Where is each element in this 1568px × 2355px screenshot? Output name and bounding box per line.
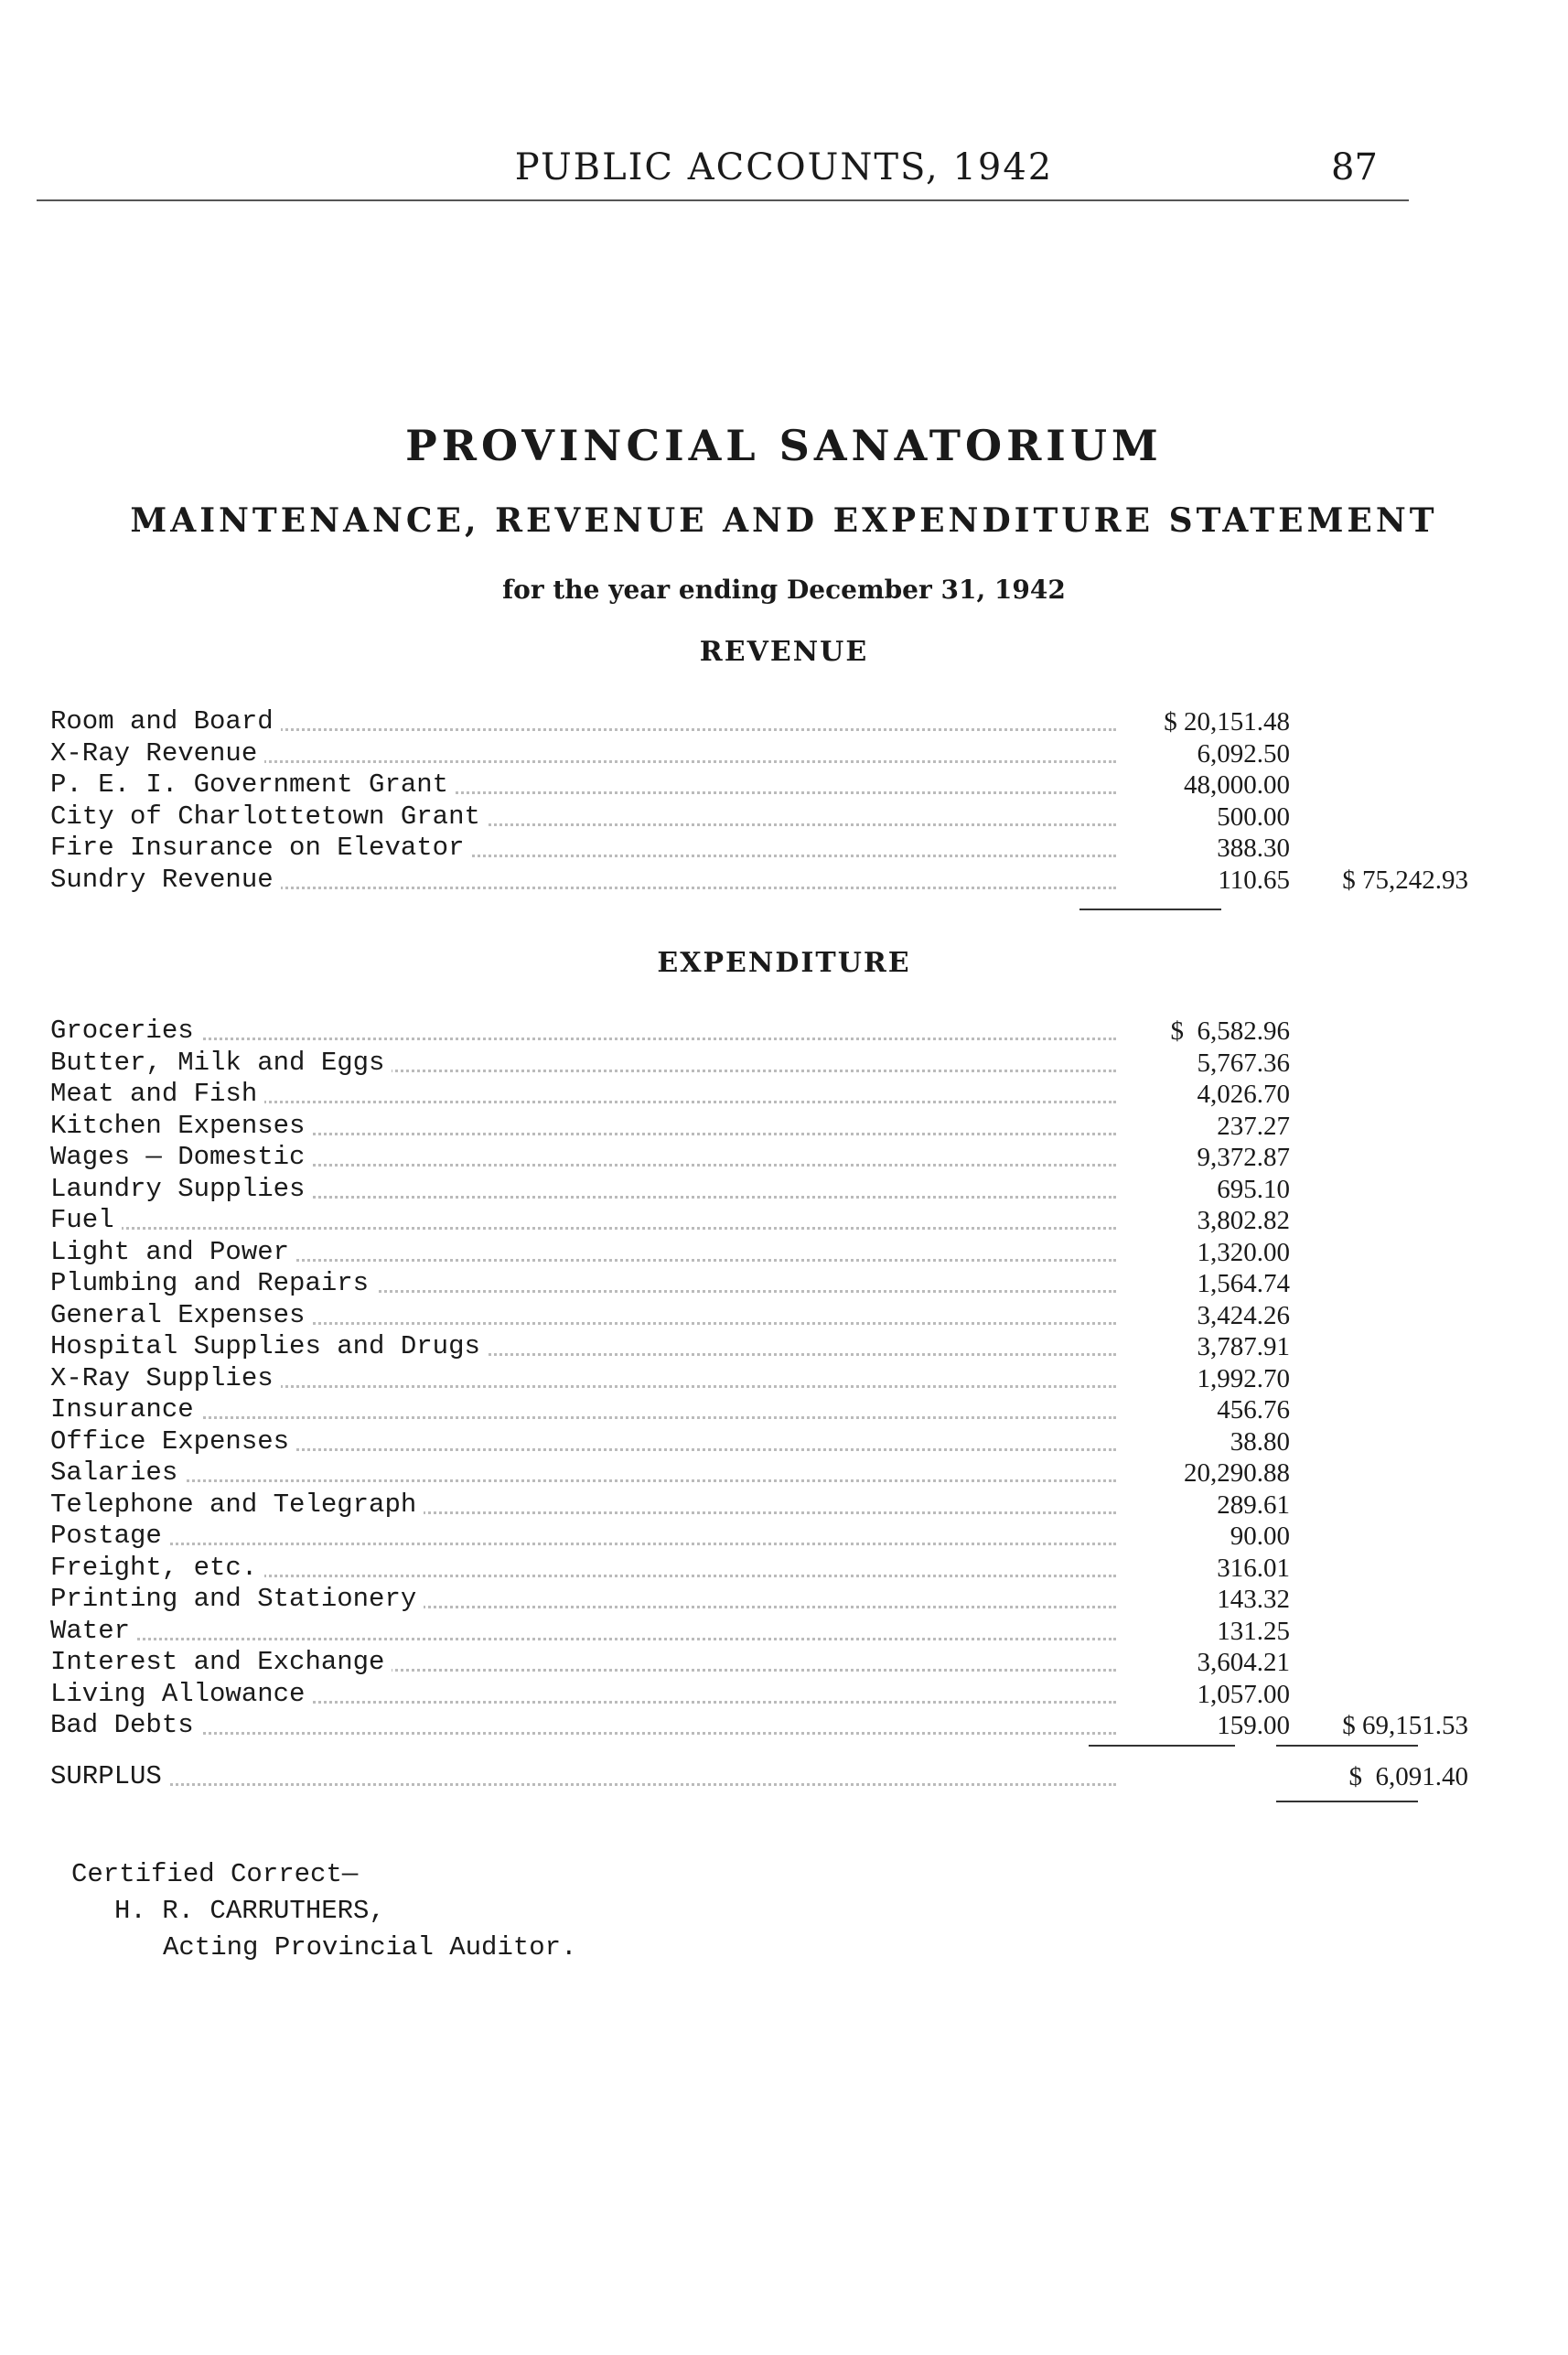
revenue-item-amount: 388.30	[1217, 833, 1290, 863]
expenditure-item-label: Butter, Milk and Eggs	[50, 1048, 392, 1080]
revenue-item-label: P. E. I. Government Grant	[50, 769, 456, 801]
revenue-item-amount: 48,000.00	[1184, 770, 1290, 800]
expenditure-row	[50, 1362, 1290, 1395]
revenue-row	[50, 737, 1290, 770]
expenditure-row	[50, 1268, 1290, 1300]
expenditure-row	[50, 1425, 1290, 1458]
revenue-item-amount: 500.00	[1217, 801, 1290, 832]
expenditure-item-amount: 1,564.74	[1197, 1269, 1290, 1298]
expenditure-item-label: Plumbing and Repairs	[50, 1268, 376, 1300]
expenditure-item-amount: 3,424.26	[1197, 1300, 1290, 1330]
expenditure-item-label: General Expenses	[50, 1300, 312, 1332]
revenue-item-label: Sundry Revenue	[50, 865, 281, 897]
expenditure-item-amount: 237.27	[1217, 1111, 1290, 1141]
expenditure-item-amount: 289.61	[1217, 1489, 1290, 1520]
expenditure-item-amount: 143.32	[1217, 1585, 1290, 1614]
expenditure-row	[50, 1110, 1290, 1143]
header-rule	[37, 199, 1409, 201]
expenditure-item-amount: 38.80	[1230, 1426, 1290, 1457]
expenditure-row	[50, 1647, 1290, 1679]
surplus-row	[50, 1761, 1468, 1793]
expenditure-row	[50, 1299, 1290, 1332]
expenditure-row	[50, 1079, 1290, 1111]
expenditure-item-label: Groceries	[50, 1016, 201, 1048]
expenditure-row	[50, 1489, 1290, 1522]
expenditure-item-amount: 1,057.00	[1197, 1679, 1290, 1709]
revenue-heading: REVENUE	[699, 636, 869, 668]
expenditure-row	[50, 1615, 1290, 1648]
expenditure-total: $ 69,151.53	[1342, 1711, 1468, 1740]
page-number: 87	[1331, 146, 1378, 188]
expenditure-item-amount: 20,290.88	[1184, 1458, 1290, 1488]
dot-leader	[50, 1732, 1116, 1735]
certification-line: Certified Correct—	[71, 1859, 359, 1889]
expenditure-row	[50, 1173, 1290, 1206]
surplus-underline	[1276, 1801, 1418, 1802]
dot-leader	[50, 1783, 1116, 1786]
expenditure-item-amount: 3,802.82	[1197, 1206, 1290, 1235]
expenditure-item-amount: 316.01	[1217, 1553, 1290, 1583]
dot-leader	[50, 1479, 1116, 1482]
expenditure-item-label: Bad Debts	[50, 1710, 201, 1742]
expenditure-item-label: Wages — Domestic	[50, 1142, 312, 1174]
expenditure-item-amount: 159.00	[1217, 1711, 1290, 1740]
expenditure-item-label: Postage	[50, 1521, 169, 1553]
expenditure-item-amount: 3,604.21	[1197, 1648, 1290, 1677]
revenue-item-label: City of Charlottetown Grant	[50, 801, 488, 833]
expenditure-row	[50, 1457, 1290, 1489]
dot-leader	[50, 1543, 1116, 1545]
expenditure-row	[50, 1142, 1290, 1174]
document-title: PROVINCIAL SANATORIUM	[405, 421, 1163, 470]
expenditure-item-label: Printing and Stationery	[50, 1584, 424, 1616]
revenue-subtotal-rule	[1079, 909, 1221, 910]
expenditure-row	[50, 1394, 1290, 1426]
revenue-total: $ 75,242.93	[1342, 865, 1468, 895]
expenditure-row	[50, 1552, 1290, 1585]
expenditure-item-label: X-Ray Supplies	[50, 1363, 281, 1395]
dot-leader	[50, 1638, 1116, 1640]
expenditure-item-label: Laundry Supplies	[50, 1174, 312, 1206]
revenue-row	[50, 706, 1290, 738]
statement-period: for the year ending December 31, 1942	[502, 575, 1066, 605]
expenditure-item-amount: $ 6,582.96	[1170, 1016, 1290, 1046]
expenditure-item-amount: 456.76	[1217, 1395, 1290, 1425]
expenditure-item-amount: 131.25	[1217, 1616, 1290, 1646]
expenditure-item-amount: 1,992.70	[1197, 1363, 1290, 1393]
expenditure-item-label: Salaries	[50, 1457, 185, 1489]
revenue-list	[50, 706, 1468, 896]
expenditure-list	[50, 1016, 1468, 1742]
expenditure-heading: EXPENDITURE	[657, 947, 911, 979]
surplus-section	[50, 1761, 1468, 1793]
expenditure-item-label: Water	[50, 1616, 137, 1648]
expenditure-item-amount: 9,372.87	[1197, 1143, 1290, 1172]
expenditure-item-amount: 4,026.70	[1197, 1080, 1290, 1109]
dot-leader	[50, 1227, 1116, 1230]
expenditure-row	[50, 1710, 1468, 1742]
revenue-item-amount: $ 20,151.48	[1164, 707, 1290, 737]
expenditure-row	[50, 1236, 1290, 1269]
expenditure-row	[50, 1521, 1290, 1553]
expenditure-item-label: Living Allowance	[50, 1679, 312, 1711]
revenue-item-label: X-Ray Revenue	[50, 738, 264, 770]
expenditure-item-label: Insurance	[50, 1394, 201, 1426]
running-header-title: PUBLIC ACCOUNTS, 1942	[514, 146, 1054, 188]
auditor-title: Acting Provincial Auditor.	[163, 1932, 577, 1962]
expenditure-item-amount: 90.00	[1230, 1522, 1290, 1551]
revenue-item-amount: 6,092.50	[1197, 738, 1290, 769]
revenue-row	[50, 769, 1290, 801]
dot-leader	[50, 1416, 1116, 1419]
expenditure-row	[50, 1047, 1290, 1080]
expenditure-item-amount: 5,767.36	[1197, 1048, 1290, 1078]
expenditure-item-amount: 695.10	[1217, 1174, 1290, 1204]
expenditure-item-label: Telephone and Telegraph	[50, 1489, 424, 1522]
expenditure-item-label: Meat and Fish	[50, 1079, 264, 1111]
expenditure-item-amount: 1,320.00	[1197, 1237, 1290, 1267]
expenditure-row	[50, 1331, 1290, 1363]
expenditure-row	[50, 1584, 1290, 1616]
expenditure-item-label: Freight, etc.	[50, 1553, 264, 1585]
expenditure-item-label: Office Expenses	[50, 1426, 296, 1458]
expenditure-item-label: Hospital Supplies and Drugs	[50, 1331, 488, 1363]
expenditure-item-label: Light and Power	[50, 1237, 296, 1269]
expenditure-subtotal-rule	[1089, 1745, 1235, 1747]
revenue-row	[50, 801, 1290, 833]
expenditure-row	[50, 1678, 1290, 1711]
expenditure-item-label: Fuel	[50, 1205, 122, 1237]
revenue-row	[50, 864, 1468, 897]
expenditure-item-label: Kitchen Expenses	[50, 1111, 312, 1143]
auditor-name: H. R. CARRUTHERS,	[114, 1896, 385, 1926]
revenue-row	[50, 833, 1290, 865]
dot-leader	[50, 1038, 1116, 1040]
expenditure-total-rule	[1276, 1745, 1418, 1747]
expenditure-item-amount: 3,787.91	[1197, 1332, 1290, 1361]
revenue-item-label: Room and Board	[50, 706, 281, 738]
revenue-item-label: Fire Insurance on Elevator	[50, 833, 471, 865]
document-subtitle: MAINTENANCE, REVENUE AND EXPENDITURE STATEMENT	[130, 501, 1438, 540]
expenditure-row	[50, 1016, 1290, 1048]
expenditure-row	[50, 1205, 1290, 1237]
revenue-item-amount: 110.65	[1218, 865, 1290, 895]
expenditure-item-label: Interest and Exchange	[50, 1647, 392, 1679]
surplus-label: SURPLUS	[50, 1761, 169, 1793]
surplus-amount: $ 6,091.40	[1348, 1762, 1468, 1791]
